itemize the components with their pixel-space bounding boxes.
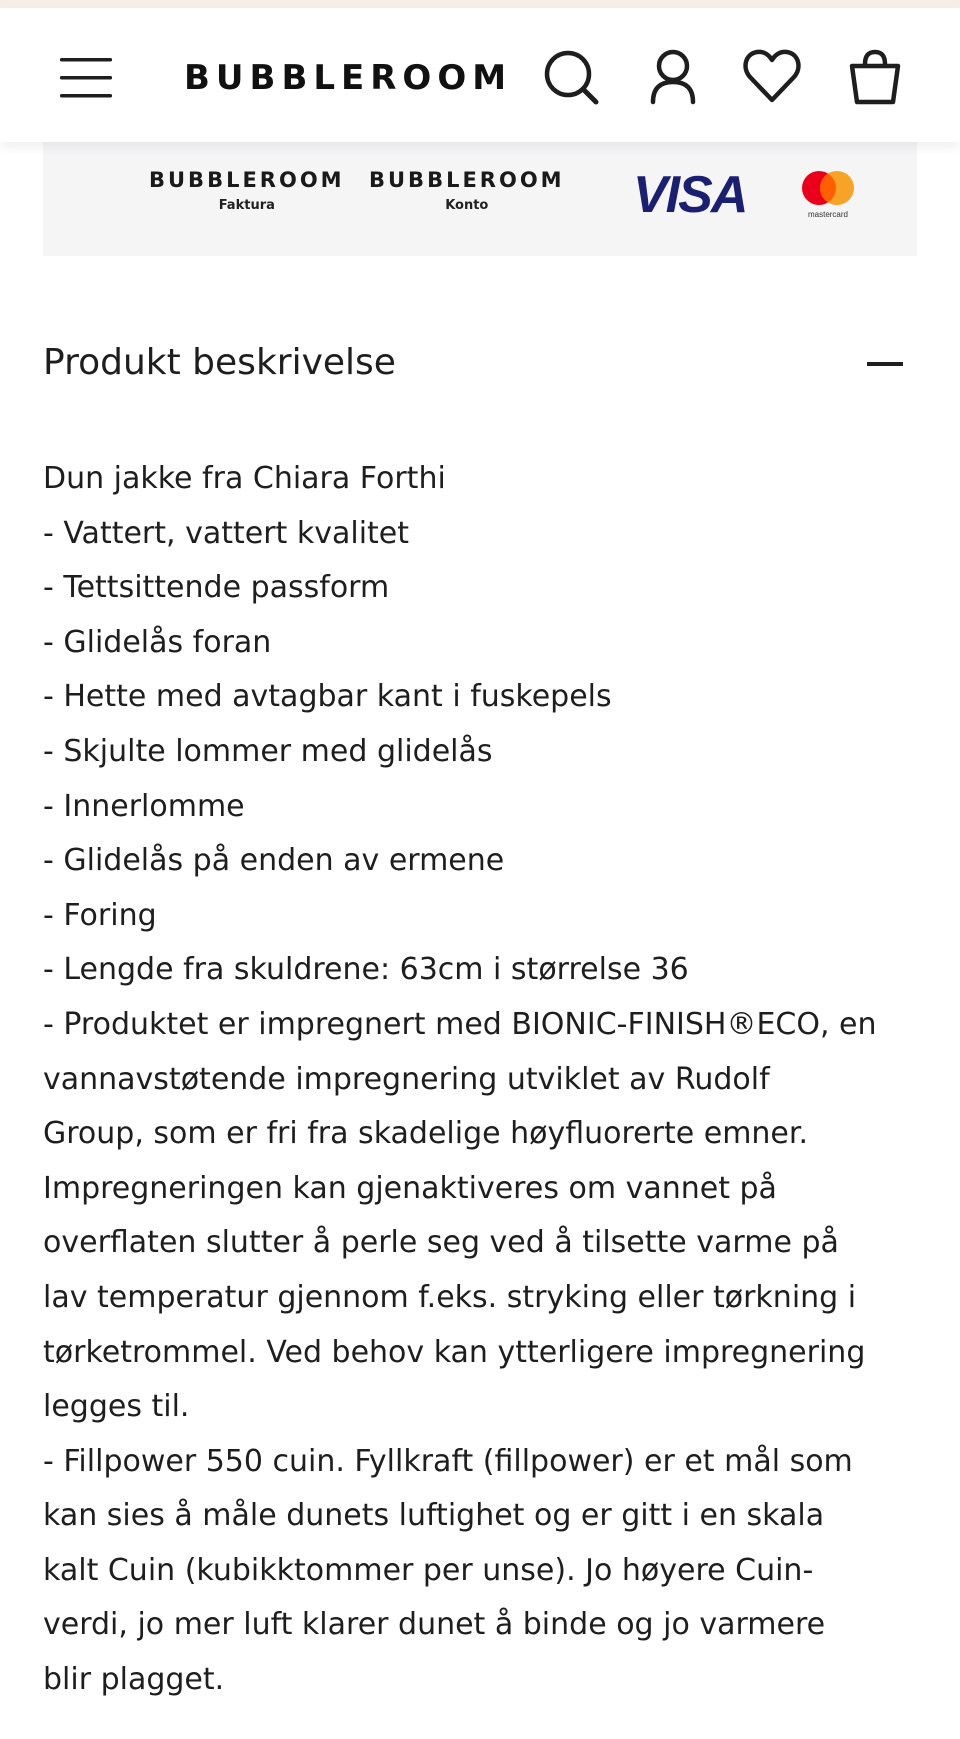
description-line: Group, som er fri fra skadelige høyfluorerte emner. (43, 1116, 808, 1152)
payment-faktura-label: Faktura (218, 198, 275, 213)
bag-icon[interactable] (845, 46, 905, 106)
description-line: - Foring (43, 897, 157, 933)
description-line: - Glidelås foran (43, 624, 272, 660)
product-description (43, 452, 923, 1708)
description-line: kan sies å måle dunets luftighet og er gitt i en skala (43, 1498, 825, 1534)
description-line: legges til. (43, 1389, 190, 1425)
description-line: - Fillpower 550 cuin. Fyllkraft (fillpower) er et mål som (43, 1443, 853, 1479)
description-line: - Vattert, vattert kvalitet (43, 515, 410, 551)
payment-bubbleroom-konto (369, 168, 565, 213)
description-line: - Lengde fra skuldrene: 63cm i størrelse 36 (43, 952, 689, 988)
description-line: lav temperatur gjennom f.eks. stryking eller tørkning i (43, 1279, 857, 1315)
description-line: - Skjulte lommer med glidelås (43, 733, 493, 769)
description-line: overflaten slutter å perle seg ved å tilsette varme på (43, 1225, 839, 1261)
mastercard-logo (798, 168, 858, 228)
description-line: - Hette med avtagbar kant i fuskepels (43, 679, 612, 715)
minus-icon[interactable] (867, 362, 903, 366)
payment-faktura-logo: BUBBLEROOM (149, 168, 345, 192)
description-line: - Produktet er impregnert med BIONIC-FINISH®ECO, en (43, 1006, 877, 1042)
site-header (0, 8, 960, 142)
site-logo[interactable]: BUBBLEROOM (184, 58, 513, 98)
section-title: Produkt beskrivelse (43, 342, 396, 383)
mastercard-label: mastercard (807, 210, 848, 219)
description-line: verdi, jo mer luft klarer dunet å binde og jo varmere (43, 1607, 826, 1643)
description-line: Dun jakke fra Chiara Forthi (43, 461, 446, 496)
menu-icon[interactable] (58, 50, 116, 104)
description-line: - Innerlomme (43, 788, 245, 824)
product-description-toggle[interactable] (43, 330, 917, 400)
description-line: vannavstøtende impregnering utviklet av Rudolf (43, 1061, 770, 1097)
description-line: - Glidelås på enden av ermene (43, 843, 505, 879)
description-line: blir plagget. (43, 1662, 225, 1698)
heart-icon[interactable] (742, 46, 802, 106)
description-line: - Tettsittende passform (43, 570, 390, 606)
description-line: tørketrommel. Ved behov kan ytterligere impregnering (43, 1334, 866, 1370)
payment-methods-bar (43, 142, 917, 256)
description-line: kalt Cuin (kubikktommer per unse). Jo høyere Cuin- (43, 1552, 814, 1588)
account-icon[interactable] (643, 46, 703, 106)
payment-konto-label: Konto (445, 198, 489, 213)
search-icon[interactable] (540, 46, 600, 106)
top-strip (0, 0, 960, 8)
description-line: Impregneringen kan gjenaktiveres om vannet på (43, 1170, 777, 1206)
payment-konto-logo: BUBBLEROOM (369, 168, 565, 192)
visa-logo: VISA (633, 166, 747, 224)
payment-bubbleroom-faktura (149, 168, 345, 213)
